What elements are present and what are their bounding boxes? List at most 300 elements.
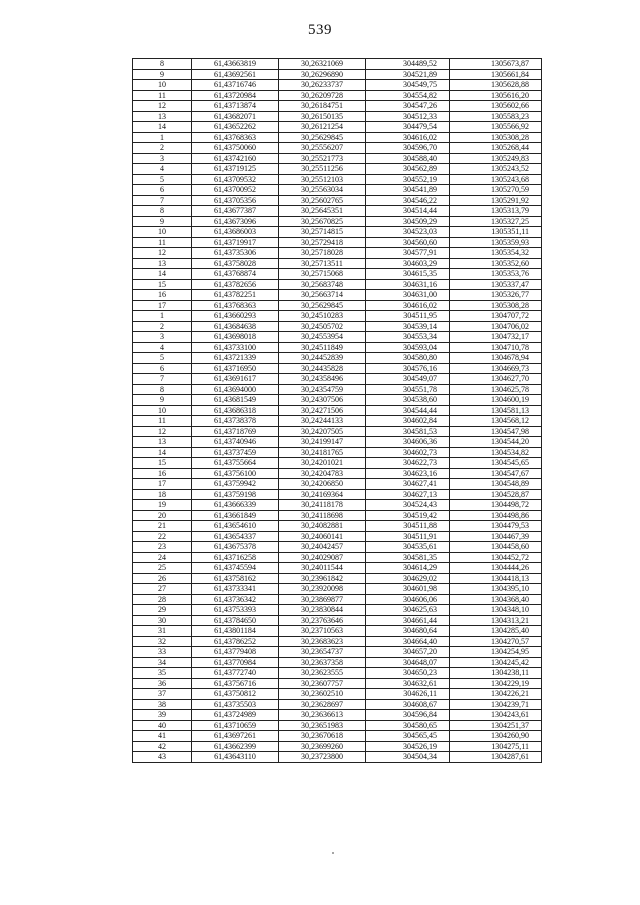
latitude-cell: 61,43759942 [192,479,279,490]
latitude-cell: 61,43692561 [192,69,279,80]
table-row [133,342,542,353]
longitude-cell: 30,24060141 [279,531,366,542]
longitude-cell: 30,26296890 [279,69,366,80]
longitude-cell: 30,23699260 [279,741,366,752]
longitude-cell: 30,23710563 [279,626,366,637]
y-coordinate-cell: 1305337,47 [450,279,542,290]
x-coordinate-cell: 304560,60 [366,237,450,248]
longitude-cell: 30,23636613 [279,710,366,721]
y-coordinate-cell: 1305351,11 [450,227,542,238]
x-coordinate-cell: 304553,34 [366,332,450,343]
point-number-cell: 43 [133,752,192,763]
table-row [133,689,542,700]
point-number-cell: 12 [133,426,192,437]
y-coordinate-cell: 1304732,17 [450,332,542,343]
latitude-cell: 61,43710659 [192,720,279,731]
point-number-cell: 30 [133,615,192,626]
longitude-cell: 30,25670825 [279,216,366,227]
x-coordinate-cell: 304648,07 [366,657,450,668]
y-coordinate-cell: 1304706,02 [450,321,542,332]
table-row [133,69,542,80]
y-coordinate-cell: 1305583,23 [450,111,542,122]
longitude-cell: 30,24169364 [279,489,366,500]
table-row [133,668,542,679]
longitude-cell: 30,25521773 [279,153,366,164]
point-number-cell: 10 [133,227,192,238]
point-number-cell: 32 [133,636,192,647]
point-number-cell: 15 [133,458,192,469]
table-row [133,395,542,406]
point-number-cell: 7 [133,195,192,206]
latitude-cell: 61,43697261 [192,731,279,742]
x-coordinate-cell: 304511,95 [366,311,450,322]
longitude-cell: 30,24307506 [279,395,366,406]
y-coordinate-cell: 1305243,68 [450,174,542,185]
y-coordinate-cell: 1304479,53 [450,521,542,532]
x-coordinate-cell: 304565,45 [366,731,450,742]
longitude-cell: 30,25645351 [279,206,366,217]
table-row [133,164,542,175]
latitude-cell: 61,43684638 [192,321,279,332]
longitude-cell: 30,24510283 [279,311,366,322]
x-coordinate-cell: 304539,14 [366,321,450,332]
scan-speck [332,852,334,854]
point-number-cell: 9 [133,395,192,406]
table-row [133,584,542,595]
table-row [133,311,542,322]
table-row [133,300,542,311]
table-row [133,111,542,122]
y-coordinate-cell: 1305352,60 [450,258,542,269]
x-coordinate-cell: 304631,00 [366,290,450,301]
point-number-cell: 36 [133,678,192,689]
latitude-cell: 61,43742160 [192,153,279,164]
x-coordinate-cell: 304602,84 [366,416,450,427]
latitude-cell: 61,43716746 [192,80,279,91]
latitude-cell: 61,43735503 [192,699,279,710]
y-coordinate-cell: 1304678,94 [450,353,542,364]
table-row [133,153,542,164]
latitude-cell: 61,43756100 [192,468,279,479]
latitude-cell: 61,43686003 [192,227,279,238]
longitude-cell: 30,23920098 [279,584,366,595]
latitude-cell: 61,43738378 [192,416,279,427]
point-number-cell: 2 [133,143,192,154]
table-row [133,290,542,301]
latitude-cell: 61,43735306 [192,248,279,259]
longitude-cell: 30,23961842 [279,573,366,584]
table-row [133,59,542,70]
latitude-cell: 61,43724989 [192,710,279,721]
x-coordinate-cell: 304521,89 [366,69,450,80]
latitude-cell: 61,43700952 [192,185,279,196]
latitude-cell: 61,43759198 [192,489,279,500]
x-coordinate-cell: 304627,13 [366,489,450,500]
y-coordinate-cell: 1305354,32 [450,248,542,259]
table-row [133,500,542,511]
longitude-cell: 30,23670618 [279,731,366,742]
table-row [133,101,542,112]
latitude-cell: 61,43768363 [192,300,279,311]
table-row [133,363,542,374]
table-row [133,132,542,143]
table-row [133,80,542,91]
y-coordinate-cell: 1305249,83 [450,153,542,164]
y-coordinate-cell: 1304547,67 [450,468,542,479]
table-row [133,573,542,584]
latitude-cell: 61,43719125 [192,164,279,175]
longitude-cell: 30,23723800 [279,752,366,763]
x-coordinate-cell: 304551,78 [366,384,450,395]
point-number-cell: 21 [133,521,192,532]
latitude-cell: 61,43686318 [192,405,279,416]
longitude-cell: 30,25511256 [279,164,366,175]
latitude-cell: 61,43801184 [192,626,279,637]
x-coordinate-cell: 304511,88 [366,521,450,532]
table-row [133,426,542,437]
table-row [133,122,542,133]
point-number-cell: 40 [133,720,192,731]
y-coordinate-cell: 1304600,19 [450,395,542,406]
longitude-cell: 30,25718028 [279,248,366,259]
x-coordinate-cell: 304538,60 [366,395,450,406]
table-row [133,531,542,542]
y-coordinate-cell: 1305308,28 [450,300,542,311]
table-row [133,710,542,721]
table-row [133,741,542,752]
table-row [133,437,542,448]
y-coordinate-cell: 1304545,65 [450,458,542,469]
x-coordinate-cell: 304616,02 [366,300,450,311]
y-coordinate-cell: 1304313,21 [450,615,542,626]
longitude-cell: 30,26121254 [279,122,366,133]
x-coordinate-cell: 304526,19 [366,741,450,752]
longitude-cell: 30,24206850 [279,479,366,490]
point-number-cell: 8 [133,206,192,217]
table-row [133,279,542,290]
latitude-cell: 61,43716950 [192,363,279,374]
table-row [133,720,542,731]
latitude-cell: 61,43677387 [192,206,279,217]
latitude-cell: 61,43666339 [192,500,279,511]
latitude-cell: 61,43745594 [192,563,279,574]
point-number-cell: 22 [133,531,192,542]
y-coordinate-cell: 1304444,26 [450,563,542,574]
point-number-cell: 9 [133,216,192,227]
table-row [133,752,542,763]
point-number-cell: 35 [133,668,192,679]
point-number-cell: 7 [133,374,192,385]
point-number-cell: 17 [133,479,192,490]
x-coordinate-cell: 304524,43 [366,500,450,511]
y-coordinate-cell: 1304245,42 [450,657,542,668]
y-coordinate-cell: 1305661,84 [450,69,542,80]
table-row [133,416,542,427]
latitude-cell: 61,43662399 [192,741,279,752]
y-coordinate-cell: 1304467,39 [450,531,542,542]
table-row [133,699,542,710]
y-coordinate-cell: 1304710,78 [450,342,542,353]
point-number-cell: 4 [133,342,192,353]
point-number-cell: 25 [133,563,192,574]
x-coordinate-cell: 304562,89 [366,164,450,175]
x-coordinate-cell: 304608,67 [366,699,450,710]
latitude-cell: 61,43643110 [192,752,279,763]
x-coordinate-cell: 304657,20 [366,647,450,658]
longitude-cell: 30,24452839 [279,353,366,364]
point-number-cell: 37 [133,689,192,700]
longitude-cell: 30,23683623 [279,636,366,647]
y-coordinate-cell: 1304547,98 [450,426,542,437]
point-number-cell: 10 [133,80,192,91]
x-coordinate-cell: 304625,63 [366,605,450,616]
longitude-cell: 30,24354759 [279,384,366,395]
table-row [133,552,542,563]
point-number-cell: 38 [133,699,192,710]
latitude-cell: 61,43663819 [192,59,279,70]
x-coordinate-cell: 304606,06 [366,594,450,605]
x-coordinate-cell: 304622,73 [366,458,450,469]
y-coordinate-cell: 1304534,82 [450,447,542,458]
latitude-cell: 61,43713874 [192,101,279,112]
x-coordinate-cell: 304512,33 [366,111,450,122]
table-row [133,626,542,637]
table-row [133,216,542,227]
table-row [133,206,542,217]
x-coordinate-cell: 304504,34 [366,752,450,763]
x-coordinate-cell: 304616,02 [366,132,450,143]
x-coordinate-cell: 304509,29 [366,216,450,227]
x-coordinate-cell: 304511,91 [366,531,450,542]
x-coordinate-cell: 304593,04 [366,342,450,353]
x-coordinate-cell: 304602,73 [366,447,450,458]
latitude-cell: 61,43779408 [192,647,279,658]
latitude-cell: 61,43758028 [192,258,279,269]
table-row [133,258,542,269]
longitude-cell: 30,24029087 [279,552,366,563]
x-coordinate-cell: 304576,16 [366,363,450,374]
latitude-cell: 61,43718769 [192,426,279,437]
longitude-cell: 30,24511849 [279,342,366,353]
longitude-cell: 30,25629845 [279,300,366,311]
x-coordinate-cell: 304544,44 [366,405,450,416]
longitude-cell: 30,25729418 [279,237,366,248]
point-number-cell: 13 [133,111,192,122]
longitude-cell: 30,23651983 [279,720,366,731]
y-coordinate-cell: 1305359,93 [450,237,542,248]
latitude-cell: 61,43772740 [192,668,279,679]
latitude-cell: 61,43770984 [192,657,279,668]
x-coordinate-cell: 304603,29 [366,258,450,269]
table-row [133,636,542,647]
point-number-cell: 9 [133,69,192,80]
latitude-cell: 61,43721339 [192,353,279,364]
y-coordinate-cell: 1304275,11 [450,741,542,752]
latitude-cell: 61,43705356 [192,195,279,206]
y-coordinate-cell: 1305628,88 [450,80,542,91]
point-number-cell: 20 [133,510,192,521]
point-number-cell: 12 [133,248,192,259]
latitude-cell: 61,43758162 [192,573,279,584]
point-number-cell: 29 [133,605,192,616]
table-row [133,458,542,469]
point-number-cell: 23 [133,542,192,553]
longitude-cell: 30,23628697 [279,699,366,710]
x-coordinate-cell: 304623,16 [366,468,450,479]
y-coordinate-cell: 1305353,76 [450,269,542,280]
y-coordinate-cell: 1304548,89 [450,479,542,490]
point-number-cell: 13 [133,258,192,269]
x-coordinate-cell: 304627,41 [366,479,450,490]
point-number-cell: 24 [133,552,192,563]
latitude-cell: 61,43698018 [192,332,279,343]
table-row [133,248,542,259]
x-coordinate-cell: 304680,64 [366,626,450,637]
y-coordinate-cell: 1304368,40 [450,594,542,605]
y-coordinate-cell: 1305616,20 [450,90,542,101]
table-row [133,185,542,196]
latitude-cell: 61,43786252 [192,636,279,647]
y-coordinate-cell: 1305602,66 [450,101,542,112]
table-row [133,468,542,479]
x-coordinate-cell: 304661,44 [366,615,450,626]
table-row [133,405,542,416]
x-coordinate-cell: 304489,52 [366,59,450,70]
point-number-cell: 5 [133,353,192,364]
longitude-cell: 30,23623555 [279,668,366,679]
point-number-cell: 6 [133,363,192,374]
latitude-cell: 61,43694000 [192,384,279,395]
x-coordinate-cell: 304606,36 [366,437,450,448]
longitude-cell: 30,25563034 [279,185,366,196]
table-row [133,594,542,605]
x-coordinate-cell: 304631,16 [366,279,450,290]
point-number-cell: 13 [133,437,192,448]
y-coordinate-cell: 1305270,59 [450,185,542,196]
longitude-cell: 30,24118178 [279,500,366,511]
point-number-cell: 14 [133,447,192,458]
y-coordinate-cell: 1304544,20 [450,437,542,448]
point-number-cell: 19 [133,500,192,511]
x-coordinate-cell: 304588,40 [366,153,450,164]
y-coordinate-cell: 1304238,11 [450,668,542,679]
latitude-cell: 61,43654337 [192,531,279,542]
page-number: 539 [308,22,332,38]
table-row [133,521,542,532]
longitude-cell: 30,26233737 [279,80,366,91]
longitude-cell: 30,23830844 [279,605,366,616]
latitude-cell: 61,43673096 [192,216,279,227]
x-coordinate-cell: 304614,29 [366,563,450,574]
y-coordinate-cell: 1304498,72 [450,500,542,511]
table-row [133,510,542,521]
y-coordinate-cell: 1304627,70 [450,374,542,385]
point-number-cell: 12 [133,101,192,112]
point-number-cell: 16 [133,290,192,301]
y-coordinate-cell: 1304243,61 [450,710,542,721]
x-coordinate-cell: 304541,89 [366,185,450,196]
latitude-cell: 61,43756716 [192,678,279,689]
latitude-cell: 61,43654610 [192,521,279,532]
point-number-cell: 18 [133,489,192,500]
latitude-cell: 61,43750060 [192,143,279,154]
longitude-cell: 30,23763646 [279,615,366,626]
longitude-cell: 30,24358496 [279,374,366,385]
longitude-cell: 30,25715068 [279,269,366,280]
point-number-cell: 26 [133,573,192,584]
longitude-cell: 30,24505702 [279,321,366,332]
point-number-cell: 1 [133,132,192,143]
latitude-cell: 61,43740946 [192,437,279,448]
point-number-cell: 17 [133,300,192,311]
x-coordinate-cell: 304650,23 [366,668,450,679]
latitude-cell: 61,43675378 [192,542,279,553]
latitude-cell: 61,43733100 [192,342,279,353]
point-number-cell: 3 [133,332,192,343]
y-coordinate-cell: 1305308,28 [450,132,542,143]
point-number-cell: 5 [133,174,192,185]
longitude-cell: 30,23637358 [279,657,366,668]
point-number-cell: 8 [133,384,192,395]
latitude-cell: 61,43782656 [192,279,279,290]
point-number-cell: 14 [133,122,192,133]
table-row [133,605,542,616]
latitude-cell: 61,43736342 [192,594,279,605]
y-coordinate-cell: 1304229,19 [450,678,542,689]
table-row [133,563,542,574]
longitude-cell: 30,23607757 [279,678,366,689]
x-coordinate-cell: 304580,65 [366,720,450,731]
x-coordinate-cell: 304581,35 [366,552,450,563]
latitude-cell: 61,43753393 [192,605,279,616]
latitude-cell: 61,43682071 [192,111,279,122]
point-number-cell: 1 [133,311,192,322]
longitude-cell: 30,23869877 [279,594,366,605]
latitude-cell: 61,43755664 [192,458,279,469]
point-number-cell: 34 [133,657,192,668]
longitude-cell: 30,25602765 [279,195,366,206]
longitude-cell: 30,23602510 [279,689,366,700]
point-number-cell: 14 [133,269,192,280]
y-coordinate-cell: 1304707,72 [450,311,542,322]
longitude-cell: 30,25512103 [279,174,366,185]
latitude-cell: 61,43691617 [192,374,279,385]
latitude-cell: 61,43768363 [192,132,279,143]
coordinates-table [132,58,542,763]
table-row [133,678,542,689]
x-coordinate-cell: 304601,98 [366,584,450,595]
point-number-cell: 42 [133,741,192,752]
y-coordinate-cell: 1304287,61 [450,752,542,763]
table-row [133,384,542,395]
point-number-cell: 11 [133,416,192,427]
x-coordinate-cell: 304615,35 [366,269,450,280]
longitude-cell: 30,24435828 [279,363,366,374]
table-row [133,174,542,185]
y-coordinate-cell: 1304568,12 [450,416,542,427]
x-coordinate-cell: 304514,44 [366,206,450,217]
point-number-cell: 39 [133,710,192,721]
y-coordinate-cell: 1305243,52 [450,164,542,175]
x-coordinate-cell: 304581,53 [366,426,450,437]
y-coordinate-cell: 1304528,87 [450,489,542,500]
table-row [133,542,542,553]
point-number-cell: 11 [133,90,192,101]
longitude-cell: 30,24553954 [279,332,366,343]
table-row [133,269,542,280]
latitude-cell: 61,43716258 [192,552,279,563]
point-number-cell: 31 [133,626,192,637]
